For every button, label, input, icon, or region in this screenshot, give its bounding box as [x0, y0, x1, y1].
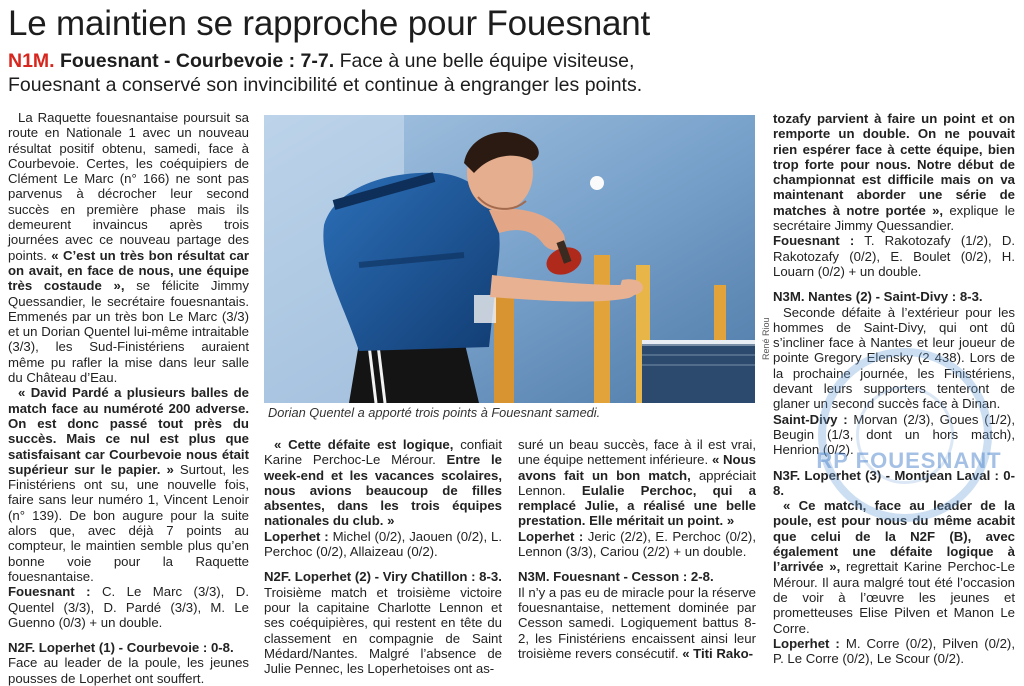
- quote: Eulalie Perchoc, qui a remplacé Julie, a réalisé une belle prestation. Elle méritait un point. »: [518, 482, 756, 529]
- article-headline: Le maintien se rapproche pour Fouesnant: [8, 4, 651, 43]
- players-text: C. Le Marc (3/3), D. Quentel (3/3), D. Pardé (3/3), M. Le Guenno (0/3) + un double.: [8, 584, 249, 630]
- team-label: Fouesnant :: [773, 233, 855, 249]
- section-text: Troisième match et troisième victoire pour la capitaine Charlotte Lennon et ses coéquipières, qui restent en tête du classement en compagnie de Saint Médard/Nantes. Malgré l’absence de Julie Pennec, les Loperhetoises ont as-: [264, 584, 502, 677]
- paragraph-text: suré un beau succès, face à il est vrai, une équipe nettement inférieure.: [518, 437, 756, 468]
- paragraph: [773, 498, 1015, 636]
- team-label: Loperhet :: [264, 528, 329, 544]
- paragraph-text: se félicite Jimmy Quessandier, le secrétaire fouesnantais. Emmenés par un très bon Le Marc (3/3) et un Dorian Quentel lui-même intraitable (3/3), les Sud-Finistériens auraient même pu rafler la mise dans leur salle du Château d’Eau.: [8, 278, 249, 386]
- team-label: Fouesnant :: [8, 584, 91, 600]
- standfirst-text-1: Face à une belle équipe visiteuse,: [339, 50, 635, 72]
- table-tennis-player-illustration: [264, 115, 755, 403]
- article-photo: [264, 115, 755, 403]
- section-title: N2F. Loperhet (1) - Courbevoie : 0-8.: [8, 640, 234, 656]
- team-label: Loperhet :: [773, 635, 840, 651]
- players-text: Morvan (2/3), Goues (1/2), Beugin (1/3, dont un hors match), Henrion (0/2).: [773, 411, 1015, 458]
- standfirst-text-2: Fouesnant a conservé son invincibilité et continue à engranger les points.: [8, 74, 643, 96]
- column-1: [8, 110, 249, 686]
- section-text: [518, 585, 756, 661]
- players-line: [773, 412, 1015, 458]
- team-label: Saint-Divy :: [773, 411, 848, 427]
- quote: « Cette défaite est logique,: [274, 437, 454, 452]
- quote: « Titi Rako-: [682, 645, 754, 661]
- paragraph-text: La Raquette fouesnantaise poursuit sa route en Nationale 1 avec un nouveau résultat positif obtenu, samedi, face à Courbevoie. Certes, les coéquipiers de Clément Le Marc (n° 166) ne sont pas parvenus à décrocher leur second succès en première phase mais ils demeurent invaincus après trois journées avec ce nouveau partage des points.: [8, 110, 249, 263]
- section-text: Seconde défaite à l’extérieur pour les hommes de Saint-Divy, qui ont dû s’incliner face à Nantes et leur joueur de pointe Gregory Elensky (2 438). Lors de la prochaine journée, les Finistériens, devant leurs supporters tenteront de glaner un second succès face à Dinan.: [773, 304, 1015, 412]
- section-title: N3F. Loperhet (3) - Montjean Laval : 0-8.: [773, 467, 1015, 498]
- section-title: N2F. Loperhet (2) - Viry Chatillon : 8-3.: [264, 569, 502, 585]
- match-score: Fouesnant - Courbevoie : 7-7.: [60, 50, 335, 72]
- players-text: Michel (0/2), Jaouen (0/2), L. Perchoc (0/2), Allaizeau (0/2).: [264, 528, 502, 560]
- paragraph-text: regrettait Karine Perchoc-Le Mérour. Il aura malgré tout été l’occasion de voir à l’œuvre les jeunes et prometteuses Elise Pilven et Manon Le Corre.: [773, 559, 1015, 636]
- players-line: [264, 529, 502, 560]
- paragraph-text: confiait Karine Perchoc-Le Mérour.: [264, 437, 502, 468]
- paragraph-text: explique le secrétaire Jimmy Quessandier.: [773, 202, 1015, 234]
- paragraph-text: Surtout, les Finistériens ont su, une nouvelle fois, faire sans leur numéro 1, Vincent Lenoir (n° 139). De bon augure pour la suite alors que, avec déjà 7 points au compteur, le maintien semble plus qu’en bonne voie pour la Raquette fouesnantaise.: [8, 461, 249, 584]
- paragraph-text: appréciait Lennon.: [518, 467, 756, 498]
- photo-credit: René Riou: [761, 317, 771, 360]
- paragraph: [773, 111, 1015, 233]
- quote: tozafy parvient à faire un point et on remporte un double. On ne pouvait rien espérer face à cette équipe, bien trop forte pour nous. Notre début de championnat est difficile mais on va maintenant aborder une série de matches à notre portée »,: [773, 111, 1015, 218]
- players-line: [773, 636, 1015, 667]
- article-standfirst: [8, 49, 1008, 97]
- column-4: [773, 111, 1015, 666]
- quote: « C’est un très bon résultat car on avait, en face de nous, une équipe très costaude »,: [8, 247, 249, 294]
- section-title: N3M. Fouesnant - Cesson : 2-8.: [518, 569, 714, 585]
- photo-caption: Dorian Quentel a apporté trois points à Fouesnant samedi.: [268, 405, 601, 420]
- quote: « Ce match, face au leader de la poule, est pour nous du même acabit que celui de la N2F (B), avec également une défaite logique à l’arrivée »,: [773, 498, 1015, 575]
- column-3: [518, 437, 756, 661]
- players-line: [8, 584, 249, 630]
- players-line: [518, 529, 756, 560]
- rubric-label: N1M.: [8, 50, 55, 72]
- quote: « Nous avons fait un bon match,: [518, 452, 756, 483]
- section-title: N3M. Nantes (2) - Saint-Divy : 8-3.: [773, 289, 983, 305]
- watermark-text: RP FOUESNANT: [816, 448, 1002, 473]
- players-text: T. Rakotozafy (1/2), D. Rakotozafy (0/2), E. Boulet (0/2), H. Louarn (0/2) + un double.: [773, 233, 1016, 279]
- quote: « David Pardé a plusieurs balles de match face au numéroté 200 adverse. On est donc passé tout près du succès. Mais ce nul est plus que satisfaisant car Courbevoie nous était supérieur sur le papier. »: [8, 385, 249, 477]
- paragraph: [518, 437, 756, 529]
- paragraph: [8, 385, 249, 584]
- players-line: [773, 233, 1015, 279]
- section-text: Face au leader de la poule, les jeunes pousses de Loperhet ont souffert.: [8, 655, 249, 686]
- paragraph: [8, 110, 249, 385]
- quote: Entre le week-end et les vacances scolaires, nous avions beaucoup de filles absentes, dans les trois équipes nationales du club. »: [264, 452, 503, 529]
- paragraph: [264, 437, 502, 529]
- team-label: Loperhet :: [518, 528, 584, 544]
- paragraph-text: Il n’y a pas eu de miracle pour la réserve fouesnantaise, nettement dominée par Cesson samedi. Logiquement battus 8-2, les Finistériens encaissent ainsi leur troisième revers consécutif.: [518, 584, 756, 661]
- players-text: M. Corre (0/2), Pilven (0/2), P. Le Corre (0/2), Le Scour (0/2).: [773, 635, 1015, 667]
- players-text: Jeric (2/2), E. Perchoc (0/2), Lennon (3/3), Cariou (2/2) + un double.: [518, 528, 756, 560]
- column-2: [264, 437, 502, 676]
